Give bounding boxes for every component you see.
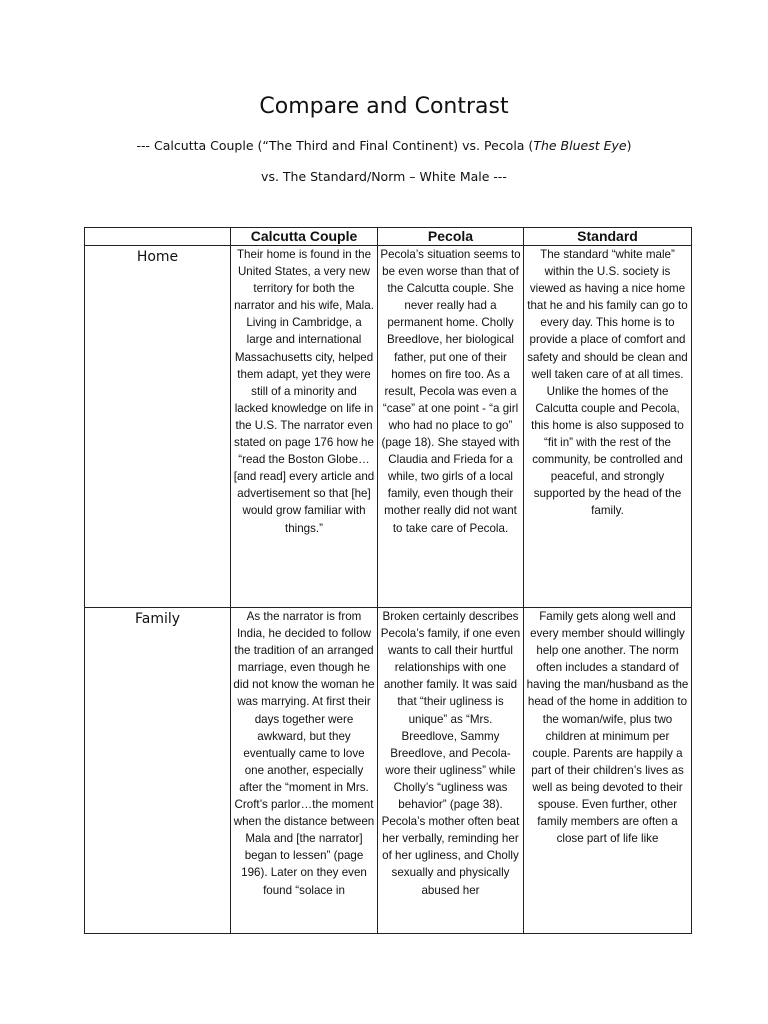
table-row-family — [85, 608, 692, 934]
cell-home-calcutta-text: Their home is found in the United States, a very new territory for both the narrator and his wife, Mala. Living in Cambridge, a large and international Massachusetts city, helped them adapt, yet they were still of a minority and lacked knowledge on life in the U.S. The narrator even stated on page 176 how he “read the Boston Globe…[and read] every article and advertisement so that [he] would grow familiar with things.” — [233, 248, 375, 535]
book-title-italic: The Bluest Eye — [533, 138, 627, 153]
document-title: Compare and Contrast — [259, 94, 509, 119]
subtitle-line-1 — [0, 138, 768, 153]
cell-family-calcutta — [231, 608, 378, 934]
row-label-home: Home — [85, 246, 231, 608]
row-label-family: Family — [85, 608, 231, 934]
cell-home-calcutta — [231, 246, 378, 608]
subtitle-line-1-start: --- Calcutta Couple (“The Third and Final Continent) vs. Pecola ( — [136, 138, 534, 153]
subtitle-line-2: vs. The Standard/Norm – White Male --- — [261, 169, 507, 184]
header-pecola: Pecola — [378, 228, 524, 246]
cell-family-standard-text: Family gets along well and every member should willingly help one another. The norm often includes a standard of having the man/husband as the head of the home in addition to the woman/wife, plus two children at minimum per couple. Parents are happily a part of their children’s lives as well as being devoted to their spouse. Even further, other family members are often a close part of life like — [526, 610, 689, 846]
cell-family-standard — [524, 608, 692, 934]
cell-family-calcutta-text: As the narrator is from India, he decided to follow the tradition of an arranged marriage, even though he did not know the woman he was marrying. At first their days together were awkward, but they eventually came to love one another, especially after the “moment in Mrs. Croft’s parlor…the moment when the distance between Mala and [the narrator] began to lessen” (page 196). Later on they even found “solace in — [233, 610, 375, 897]
cell-home-standard-text: The standard “white male” within the U.S. society is viewed as having a nice home that he and his family can go to every day. This home is to provide a place of comfort and safety and should be clean and well taken care of at all times. Unlike the homes of the Calcutta couple and Pecola, this home is also supposed to “fit in” with the rest of the community, be controlled and peaceful, and strongly supported by the head of the family. — [527, 248, 688, 518]
header-blank — [85, 228, 231, 246]
cell-home-standard — [524, 246, 692, 608]
header-calcutta-couple: Calcutta Couple — [231, 228, 378, 246]
comparison-table — [84, 227, 692, 934]
cell-family-pecola — [378, 608, 524, 934]
cell-home-pecola-text: Pecola’s situation seems to be even worse than that of the Calcutta couple. She never really had a permanent home. Cholly Breedlove, her biological father, put one of their homes on fire too. As a result, Pecola was even a “case” at one point - “a girl who had no place to go” (page 18). She stayed with Claudia and Frieda for a while, two girls of a local family, even though their mother really did not want to take care of Pecola. — [380, 248, 521, 535]
table-row-home — [85, 246, 692, 608]
subtitle-line-1-end: ) — [626, 138, 632, 153]
cell-home-pecola — [378, 246, 524, 608]
table-header-row — [85, 228, 692, 246]
header-standard: Standard — [524, 228, 692, 246]
cell-family-pecola-text: Broken certainly describes Pecola’s family, if one even wants to call their hurtful relationships with one another family. It was said that “their ugliness is unique” as “Mrs. Breedlove, Sammy Breedlove, and Pecola-wore their ugliness” while Cholly’s “ugliness was behavior” (page 38). Pecola’s mother often beat her verbally, reminding her of her ugliness, and Cholly sexually and physically abused her — [380, 610, 521, 897]
